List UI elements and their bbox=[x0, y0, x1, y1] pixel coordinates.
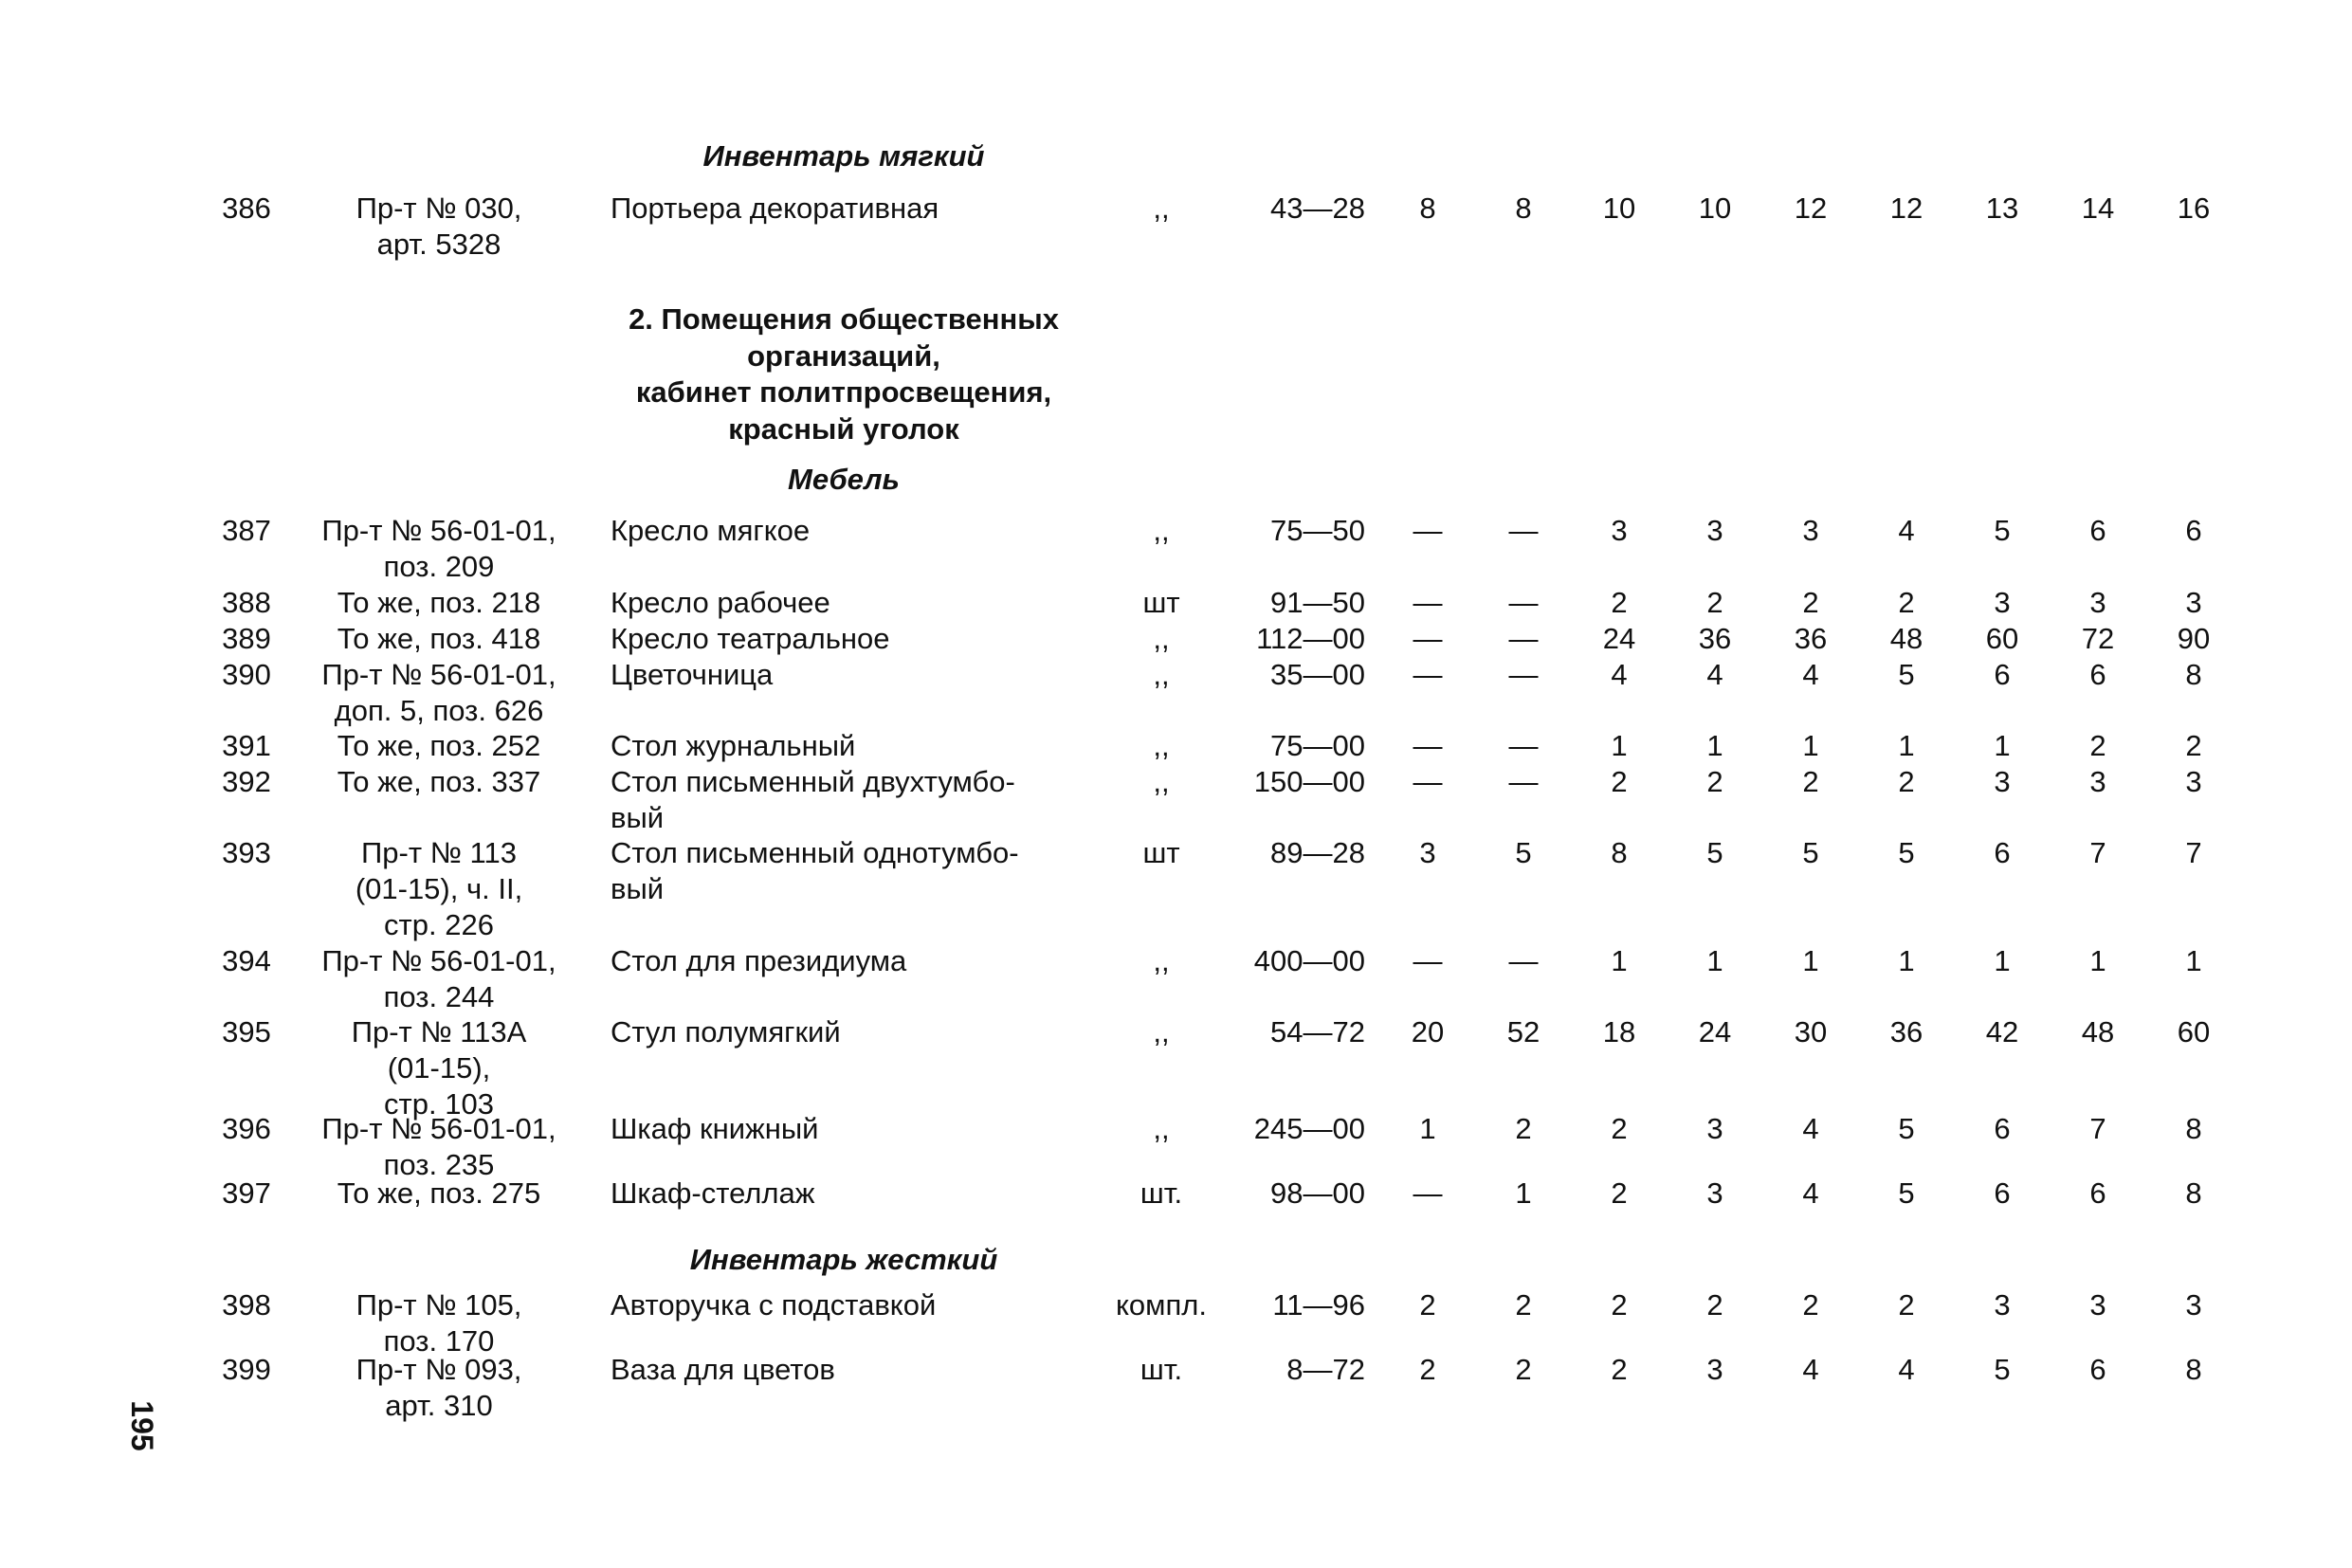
quantity-cell: 60 bbox=[2177, 1015, 2211, 1048]
quantity-cell: 2 bbox=[1515, 1288, 1532, 1322]
unit-of-measure: ,, bbox=[1153, 658, 1170, 691]
row-number: 395 bbox=[222, 1015, 271, 1048]
reference-line: То же, поз. 275 bbox=[337, 1176, 541, 1210]
catalog-reference bbox=[305, 585, 573, 621]
reference-line: Пр-т № 56-01-01, bbox=[321, 1112, 556, 1145]
quantity-cell: 2 bbox=[1898, 765, 1915, 798]
quantity-cell: 4 bbox=[1706, 658, 1723, 691]
unit-price: 43—28 bbox=[1270, 191, 1365, 225]
quantity-cell: 3 bbox=[2089, 1288, 2106, 1322]
quantity-cell: 3 bbox=[1994, 765, 2011, 798]
catalog-reference bbox=[305, 943, 573, 1015]
unit-of-measure: ,, bbox=[1153, 1112, 1170, 1145]
quantity-cell: — bbox=[1508, 514, 1539, 547]
quantity-cell: 6 bbox=[2089, 514, 2106, 547]
section-2-line: 2. Помещения общественных bbox=[629, 302, 1059, 336]
page-number: 195 bbox=[125, 1400, 159, 1451]
quantity-cell: 1 bbox=[1898, 729, 1915, 762]
item-name-line: Ваза для цветов bbox=[611, 1353, 835, 1386]
quantity-cell: 3 bbox=[2185, 765, 2202, 798]
catalog-reference bbox=[305, 657, 573, 729]
quantity-cell: 3 bbox=[1611, 514, 1628, 547]
quantity-cell: — bbox=[1508, 658, 1539, 691]
quantity-cell: 8 bbox=[2185, 1353, 2202, 1386]
quantity-cell: 16 bbox=[2177, 191, 2211, 225]
quantity-cell: 4 bbox=[1802, 658, 1819, 691]
quantity-cell: 1 bbox=[1802, 729, 1819, 762]
catalog-reference bbox=[305, 1176, 573, 1212]
item-name-line: Стол журнальный bbox=[611, 729, 856, 762]
quantity-cell: — bbox=[1413, 514, 1443, 547]
unit-price: 11—96 bbox=[1272, 1288, 1365, 1322]
quantity-cell: 8 bbox=[1515, 191, 1532, 225]
quantity-cell: 1 bbox=[2089, 944, 2106, 977]
quantity-cell: 2 bbox=[1898, 586, 1915, 619]
item-name-line: Кресло мягкое bbox=[611, 514, 811, 547]
quantity-cell: 3 bbox=[1802, 514, 1819, 547]
unit-price: 75—00 bbox=[1270, 729, 1365, 762]
unit-of-measure: ,, bbox=[1153, 765, 1170, 798]
reference-line: Пр-т № 113 bbox=[361, 836, 517, 869]
unit-price: 112—00 bbox=[1256, 622, 1365, 655]
reference-line: То же, поз. 418 bbox=[337, 622, 541, 655]
row-number: 390 bbox=[222, 658, 271, 691]
quantity-cell: 8 bbox=[2185, 1176, 2202, 1210]
quantity-cell: 4 bbox=[1802, 1176, 1819, 1210]
quantity-cell: 6 bbox=[1994, 1176, 2011, 1210]
unit-price: 89—28 bbox=[1270, 836, 1365, 869]
quantity-cell: 6 bbox=[2089, 658, 2106, 691]
item-name-line: Шкаф-стеллаж bbox=[611, 1176, 815, 1210]
reference-line: Пр-т № 56-01-01, bbox=[321, 514, 556, 547]
quantity-cell: 60 bbox=[1985, 622, 2019, 655]
unit-of-measure: ,, bbox=[1153, 944, 1170, 977]
quantity-cell: 4 bbox=[1802, 1353, 1819, 1386]
reference-line: стр. 103 bbox=[384, 1087, 494, 1121]
row-number: 391 bbox=[222, 729, 271, 762]
quantity-cell: 48 bbox=[2081, 1015, 2115, 1048]
quantity-cell: 24 bbox=[1602, 622, 1636, 655]
quantity-cell: 1 bbox=[1611, 729, 1628, 762]
unit-price: 35—00 bbox=[1270, 658, 1365, 691]
item-name bbox=[611, 1352, 1066, 1388]
reference-line: доп. 5, поз. 626 bbox=[334, 694, 544, 727]
item-name-line: Портьера декоративная bbox=[611, 191, 939, 225]
quantity-cell: 3 bbox=[2185, 586, 2202, 619]
reference-line: поз. 235 bbox=[383, 1148, 495, 1181]
unit-of-measure: шт bbox=[1142, 586, 1180, 619]
item-name bbox=[611, 943, 1066, 979]
reference-line: Пр-т № 113А bbox=[351, 1015, 527, 1048]
quantity-cell: — bbox=[1413, 944, 1443, 977]
quantity-cell: 20 bbox=[1411, 1015, 1445, 1048]
quantity-cell: 2 bbox=[1611, 1353, 1628, 1386]
unit-price: 75—50 bbox=[1270, 514, 1365, 547]
quantity-cell: 2 bbox=[1802, 1288, 1819, 1322]
quantity-cell: 5 bbox=[1898, 836, 1915, 869]
quantity-cell: 1 bbox=[1994, 729, 2011, 762]
quantity-cell: 1 bbox=[2185, 944, 2202, 977]
unit-price: 98—00 bbox=[1270, 1176, 1365, 1210]
quantity-cell: 36 bbox=[1889, 1015, 1924, 1048]
catalog-reference bbox=[305, 191, 573, 263]
catalog-reference bbox=[305, 513, 573, 585]
quantity-cell: 8 bbox=[1419, 191, 1436, 225]
quantity-cell: 1 bbox=[1515, 1176, 1532, 1210]
quantity-cell: 2 bbox=[1611, 1112, 1628, 1145]
quantity-cell: 3 bbox=[2089, 586, 2106, 619]
quantity-cell: 12 bbox=[1794, 191, 1828, 225]
quantity-cell: 3 bbox=[1706, 1112, 1723, 1145]
quantity-cell: 2 bbox=[1419, 1353, 1436, 1386]
quantity-cell: — bbox=[1508, 622, 1539, 655]
quantity-cell: 2 bbox=[2089, 729, 2106, 762]
section-2-line: кабинет политпросвещения, bbox=[635, 375, 1052, 409]
quantity-cell: 2 bbox=[1611, 1288, 1628, 1322]
quantity-cell: 4 bbox=[1611, 658, 1628, 691]
quantity-cell: — bbox=[1413, 765, 1443, 798]
heading-soft-inventory: Инвентарь мягкий bbox=[702, 139, 985, 173]
reference-line: (01-15), bbox=[387, 1051, 491, 1085]
quantity-cell: 90 bbox=[2177, 622, 2211, 655]
item-name bbox=[611, 835, 1066, 907]
quantity-cell: 2 bbox=[1515, 1112, 1532, 1145]
quantity-cell: 5 bbox=[1898, 658, 1915, 691]
quantity-cell: 13 bbox=[1985, 191, 2019, 225]
row-number: 397 bbox=[222, 1176, 271, 1210]
reference-line: Пр-т № 105, bbox=[356, 1288, 522, 1322]
quantity-cell: 48 bbox=[1889, 622, 1924, 655]
catalog-reference bbox=[305, 728, 573, 764]
quantity-cell: 1 bbox=[1802, 944, 1819, 977]
quantity-cell: 5 bbox=[1994, 514, 2011, 547]
quantity-cell: — bbox=[1413, 1176, 1443, 1210]
quantity-cell: 2 bbox=[1611, 586, 1628, 619]
quantity-cell: 18 bbox=[1602, 1015, 1636, 1048]
unit-of-measure: ,, bbox=[1153, 729, 1170, 762]
quantity-cell: 6 bbox=[2089, 1353, 2106, 1386]
quantity-cell: 8 bbox=[2185, 658, 2202, 691]
row-number: 398 bbox=[222, 1288, 271, 1322]
heading-hard-inventory: Инвентарь жесткий bbox=[689, 1243, 998, 1276]
unit-of-measure: компл. bbox=[1116, 1288, 1207, 1322]
quantity-cell: 52 bbox=[1506, 1015, 1541, 1048]
row-number: 399 bbox=[222, 1353, 271, 1386]
quantity-cell: 36 bbox=[1698, 622, 1732, 655]
item-name bbox=[611, 585, 1066, 621]
item-name-line: Шкаф книжный bbox=[611, 1112, 819, 1145]
catalog-reference bbox=[305, 764, 573, 800]
quantity-cell: — bbox=[1508, 765, 1539, 798]
unit-price: 400—00 bbox=[1253, 944, 1365, 977]
row-number: 388 bbox=[222, 586, 271, 619]
quantity-cell: 2 bbox=[1802, 765, 1819, 798]
quantity-cell: 3 bbox=[1419, 836, 1436, 869]
quantity-cell: 5 bbox=[1898, 1176, 1915, 1210]
quantity-cell: 2 bbox=[1611, 765, 1628, 798]
item-name-line: Авторучка с подставкой bbox=[611, 1288, 937, 1322]
quantity-cell: — bbox=[1413, 622, 1443, 655]
quantity-cell: 10 bbox=[1602, 191, 1636, 225]
quantity-cell: — bbox=[1508, 944, 1539, 977]
quantity-cell: 12 bbox=[1889, 191, 1924, 225]
quantity-cell: 1 bbox=[1994, 944, 2011, 977]
quantity-cell: 6 bbox=[2089, 1176, 2106, 1210]
quantity-cell: 4 bbox=[1898, 1353, 1915, 1386]
catalog-reference bbox=[305, 621, 573, 657]
reference-line: арт. 310 bbox=[385, 1389, 493, 1422]
item-name-line: Стол письменный двухтумбо- bbox=[611, 765, 1015, 798]
reference-line: То же, поз. 337 bbox=[337, 765, 541, 798]
quantity-cell: — bbox=[1413, 729, 1443, 762]
item-name bbox=[611, 1111, 1066, 1147]
reference-line: поз. 170 bbox=[383, 1324, 495, 1358]
unit-of-measure: шт bbox=[1142, 836, 1180, 869]
row-number: 386 bbox=[222, 191, 271, 225]
quantity-cell: 2 bbox=[1898, 1288, 1915, 1322]
item-name bbox=[611, 621, 1066, 657]
unit-of-measure: ,, bbox=[1153, 1015, 1170, 1048]
catalog-reference bbox=[305, 835, 573, 943]
row-number: 389 bbox=[222, 622, 271, 655]
quantity-cell: 2 bbox=[1802, 586, 1819, 619]
unit-of-measure: ,, bbox=[1153, 514, 1170, 547]
item-name-line: Стол для президиума bbox=[611, 944, 907, 977]
item-name bbox=[611, 728, 1066, 764]
unit-price: 8—72 bbox=[1286, 1353, 1365, 1386]
item-name-line: Стол письменный однотумбо- bbox=[611, 836, 1019, 869]
item-name bbox=[611, 513, 1066, 549]
quantity-cell: 8 bbox=[2185, 1112, 2202, 1145]
quantity-cell: 7 bbox=[2185, 836, 2202, 869]
reference-line: арт. 5328 bbox=[376, 228, 501, 261]
quantity-cell: 3 bbox=[1706, 514, 1723, 547]
row-number: 393 bbox=[222, 836, 271, 869]
reference-line: Пр-т № 030, bbox=[356, 191, 522, 225]
quantity-cell: 5 bbox=[1706, 836, 1723, 869]
unit-of-measure: шт. bbox=[1140, 1176, 1183, 1210]
item-name bbox=[611, 657, 1066, 693]
quantity-cell: 4 bbox=[1802, 1112, 1819, 1145]
quantity-cell: 2 bbox=[1515, 1353, 1532, 1386]
item-name bbox=[611, 191, 1066, 227]
quantity-cell: 2 bbox=[1706, 586, 1723, 619]
quantity-cell: 3 bbox=[2185, 1288, 2202, 1322]
quantity-cell: 3 bbox=[1706, 1176, 1723, 1210]
quantity-cell: 14 bbox=[2081, 191, 2115, 225]
item-name-line: Цветочница bbox=[611, 658, 774, 691]
unit-price: 245—00 bbox=[1253, 1112, 1365, 1145]
quantity-cell: 2 bbox=[2185, 729, 2202, 762]
item-name bbox=[611, 1287, 1066, 1323]
item-name-line: Стул полумягкий bbox=[611, 1015, 841, 1048]
unit-price: 91—50 bbox=[1270, 586, 1365, 619]
quantity-cell: 36 bbox=[1794, 622, 1828, 655]
item-name bbox=[611, 1014, 1066, 1050]
item-name-line: вый bbox=[611, 872, 665, 905]
section-2-heading bbox=[512, 301, 1176, 447]
row-number: 396 bbox=[222, 1112, 271, 1145]
catalog-reference bbox=[305, 1352, 573, 1424]
quantity-cell: 1 bbox=[1706, 729, 1723, 762]
quantity-cell: — bbox=[1508, 586, 1539, 619]
quantity-cell: 1 bbox=[1706, 944, 1723, 977]
quantity-cell: 1 bbox=[1611, 944, 1628, 977]
quantity-cell: 7 bbox=[2089, 1112, 2106, 1145]
unit-of-measure: ,, bbox=[1153, 191, 1170, 225]
quantity-cell: 1 bbox=[1898, 944, 1915, 977]
reference-line: (01-15), ч. II, bbox=[355, 872, 523, 905]
row-number: 387 bbox=[222, 514, 271, 547]
item-name-line: вый bbox=[611, 801, 665, 834]
quantity-cell: 3 bbox=[1994, 1288, 2011, 1322]
reference-line: Пр-т № 56-01-01, bbox=[321, 944, 556, 977]
quantity-cell: 6 bbox=[1994, 658, 2011, 691]
item-name bbox=[611, 1176, 1066, 1212]
item-name-line: Кресло театральное bbox=[611, 622, 890, 655]
reference-line: поз. 209 bbox=[383, 550, 495, 583]
heading-furniture: Мебель bbox=[788, 463, 900, 496]
catalog-reference bbox=[305, 1014, 573, 1122]
catalog-reference bbox=[305, 1111, 573, 1183]
unit-price: 150—00 bbox=[1253, 765, 1365, 798]
reference-line: То же, поз. 218 bbox=[337, 586, 541, 619]
quantity-cell: 3 bbox=[1994, 586, 2011, 619]
quantity-cell: 5 bbox=[1802, 836, 1819, 869]
quantity-cell: 6 bbox=[1994, 1112, 2011, 1145]
unit-of-measure: ,, bbox=[1153, 622, 1170, 655]
quantity-cell: 10 bbox=[1698, 191, 1732, 225]
quantity-cell: 6 bbox=[1994, 836, 2011, 869]
reference-line: Пр-т № 56-01-01, bbox=[321, 658, 556, 691]
item-name-line: Кресло рабочее bbox=[611, 586, 830, 619]
quantity-cell: 6 bbox=[2185, 514, 2202, 547]
item-name bbox=[611, 764, 1066, 836]
quantity-cell: 1 bbox=[1419, 1112, 1436, 1145]
row-number: 392 bbox=[222, 765, 271, 798]
row-number: 394 bbox=[222, 944, 271, 977]
quantity-cell: 8 bbox=[1611, 836, 1628, 869]
quantity-cell: 5 bbox=[1898, 1112, 1915, 1145]
reference-line: стр. 226 bbox=[384, 908, 494, 941]
reference-line: Пр-т № 093, bbox=[356, 1353, 522, 1386]
catalog-reference bbox=[305, 1287, 573, 1359]
quantity-cell: 2 bbox=[1706, 1288, 1723, 1322]
quantity-cell: 2 bbox=[1706, 765, 1723, 798]
reference-line: То же, поз. 252 bbox=[337, 729, 541, 762]
section-2-line: организаций, bbox=[747, 338, 940, 373]
unit-price: 54—72 bbox=[1270, 1015, 1365, 1048]
quantity-cell: 2 bbox=[1611, 1176, 1628, 1210]
quantity-cell: 2 bbox=[1419, 1288, 1436, 1322]
quantity-cell: 72 bbox=[2081, 622, 2115, 655]
quantity-cell: — bbox=[1508, 729, 1539, 762]
quantity-cell: 5 bbox=[1994, 1353, 2011, 1386]
quantity-cell: 7 bbox=[2089, 836, 2106, 869]
quantity-cell: 5 bbox=[1515, 836, 1532, 869]
quantity-cell: 3 bbox=[2089, 765, 2106, 798]
quantity-cell: — bbox=[1413, 658, 1443, 691]
quantity-cell: 4 bbox=[1898, 514, 1915, 547]
quantity-cell: 24 bbox=[1698, 1015, 1732, 1048]
reference-line: поз. 244 bbox=[383, 980, 495, 1013]
quantity-cell: 42 bbox=[1985, 1015, 2019, 1048]
quantity-cell: 3 bbox=[1706, 1353, 1723, 1386]
section-2-line: красный уголок bbox=[728, 411, 959, 446]
quantity-cell: — bbox=[1413, 586, 1443, 619]
unit-of-measure: шт. bbox=[1140, 1353, 1183, 1386]
quantity-cell: 30 bbox=[1794, 1015, 1828, 1048]
